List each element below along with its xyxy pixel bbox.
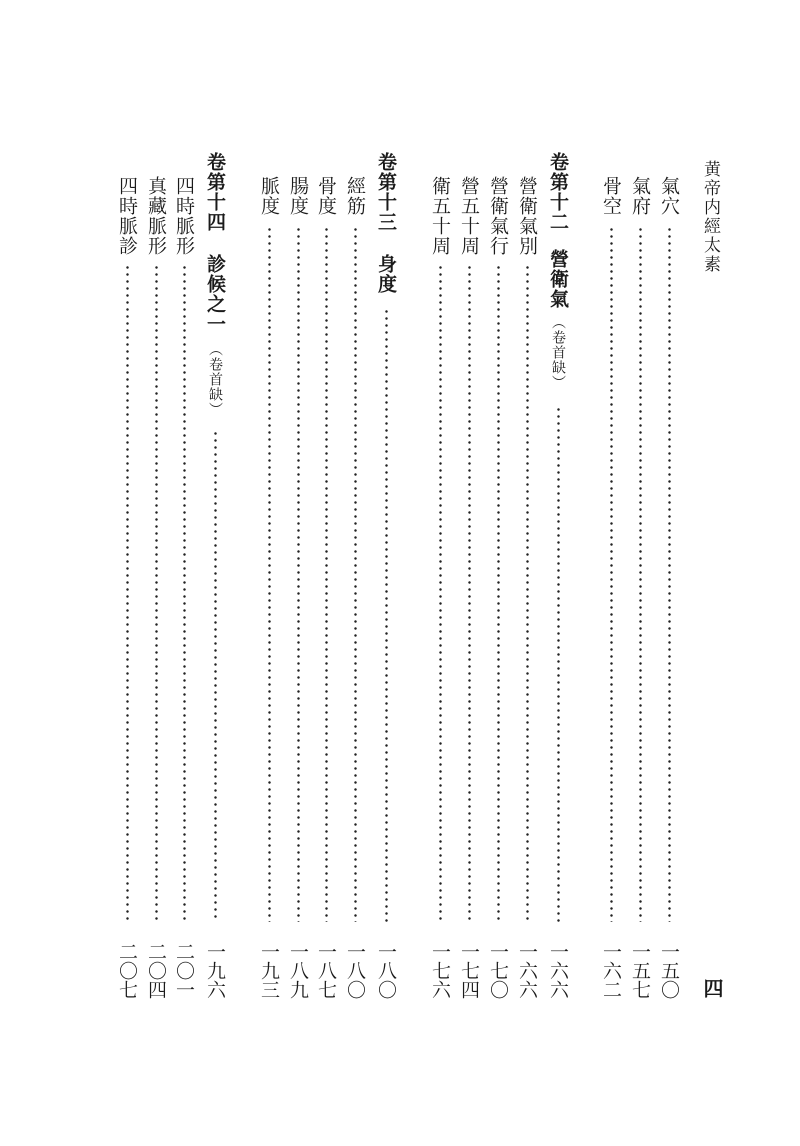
volume-number: 卷第十三: [375, 152, 397, 232]
page-number: 一七六: [429, 942, 451, 999]
entry-title: 四時脈形: [173, 176, 195, 256]
page-number: 一五〇: [658, 942, 680, 999]
page-number: 一五七: [629, 942, 651, 999]
entry-title: 氣府: [629, 176, 651, 216]
dot-leader: [439, 264, 442, 922]
volume-note: （卷首缺）: [550, 315, 566, 390]
entry-title: 骨度: [315, 176, 337, 216]
page-number: 二〇一: [173, 942, 195, 999]
page-number: 一六六: [516, 942, 538, 999]
entry-title: 脈度: [258, 176, 280, 216]
entry-title: 營衛氣行: [487, 176, 509, 256]
page-folio: 四: [700, 978, 724, 998]
volume-number: 卷第十四: [204, 152, 226, 232]
dot-leader: [385, 308, 388, 922]
volume-subject: 診候之一: [204, 254, 226, 334]
dot-leader: [325, 226, 328, 922]
dot-leader: [610, 226, 613, 922]
page-number: 一七〇: [487, 942, 509, 999]
dot-leader: [497, 264, 500, 922]
entry-title: 腸度: [287, 176, 309, 216]
dot-leader: [183, 264, 186, 922]
entry-title: 四時脈診: [116, 176, 138, 256]
entry-title: 骨空: [600, 176, 622, 216]
page-number: 一八〇: [344, 942, 366, 999]
page-number: 一六二: [600, 942, 622, 999]
page-number: 一八〇: [375, 942, 397, 999]
volume-subject: 營衛氣: [547, 249, 569, 309]
dot-leader: [354, 226, 357, 922]
dot-leader: [155, 264, 158, 922]
dot-leader: [639, 226, 642, 922]
dot-leader: [297, 226, 300, 922]
dot-leader: [268, 226, 271, 922]
dot-leader: [214, 430, 217, 922]
page-number: 二〇七: [116, 942, 138, 999]
entry-title: 營衛氣別: [516, 176, 538, 256]
dot-leader: [526, 264, 529, 922]
entry-title: 氣穴: [658, 176, 680, 216]
page-number: 一九六: [204, 942, 226, 999]
volume-subject: 身度: [375, 254, 397, 294]
page-number: 一六六: [547, 942, 569, 999]
entry-title: 真藏脈形: [145, 176, 167, 256]
dot-leader: [126, 264, 129, 922]
page-number: 一八九: [287, 942, 309, 999]
book-title: 黄帝内經太素: [700, 160, 720, 274]
page-number: 一八七: [315, 942, 337, 999]
dot-leader: [468, 264, 471, 922]
page-number: 一九三: [258, 942, 280, 999]
dot-leader: [557, 406, 560, 922]
dot-leader: [668, 226, 671, 922]
entry-title: 經筋: [344, 176, 366, 216]
page-number: 二〇四: [145, 942, 167, 999]
page-number: 一七四: [458, 942, 480, 999]
entry-title: 衛五十周: [429, 176, 451, 256]
volume-number: 卷第十二: [547, 152, 569, 232]
entry-title: 營五十周: [458, 176, 480, 256]
volume-note: （卷首缺）: [207, 342, 223, 417]
